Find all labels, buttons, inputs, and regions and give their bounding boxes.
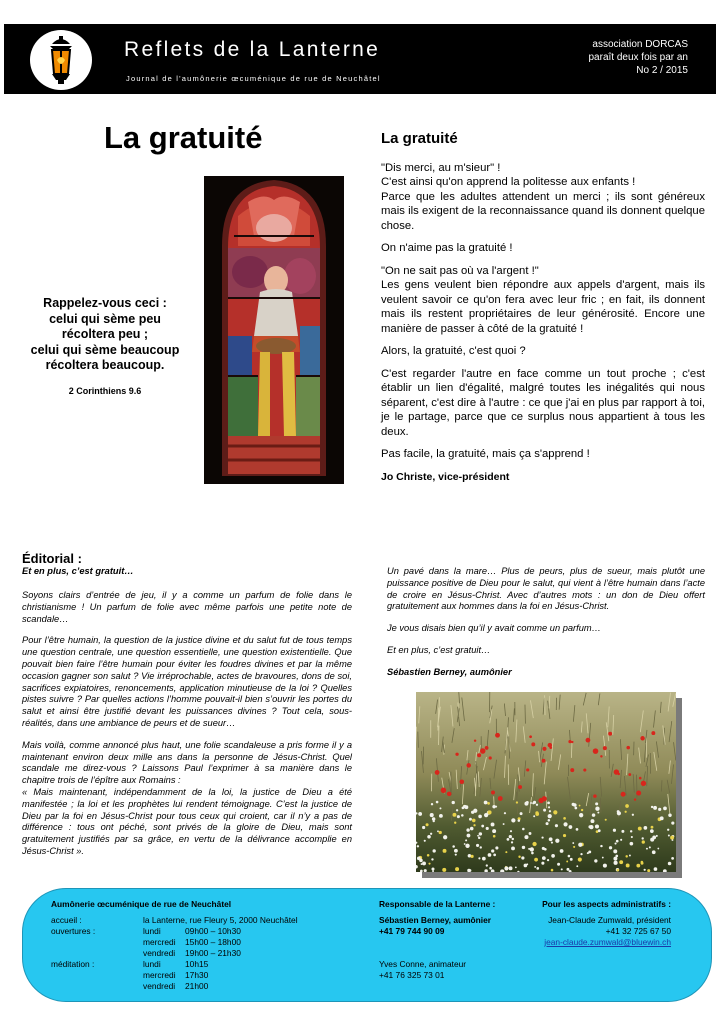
issue-info — [588, 38, 688, 77]
footer-meditation-label: méditation : — [51, 959, 95, 969]
quote-line: récoltera peu ; — [61, 327, 149, 341]
footer-reception-label: accueil : — [51, 915, 82, 925]
article-paragraph: "Dis merci, au m'sieur" ! C'est ainsi qu'on apprend la politesse aux enfants ! Parce que les adultes attendent un merci ; ils sont généreux mais ils exigent de la reconnaissance quand ils donnent quelque chose. — [381, 161, 705, 232]
stained-glass-image — [204, 176, 344, 484]
footer-admin-phone: +41 32 725 67 50 — [605, 926, 671, 936]
editorial-paragraph: Pour l’être humain, la question de la justice divine et du salut fut de tous temps une question centrale, une question essentielle, une question existentielle. Que pouvait bien faire l’être humain pour éviter les foudres divines et par la même occasion gagner son salut ? Vie irréprochable, actes de bravoures, dons de soi, sacrifices expiatoires, renoncements, application minutieuse de la loi ? Quelles pistes suivre ? Par quelles actions l’homme pouvait-il bien s’ouvrir les portes du salut et ainsi être justifié devant les puissances divines ? Tout cela, sous-réalités, dans une ambiance de peurs et de sueur… — [22, 635, 352, 728]
footer-opening-time: 15h00 – 18h00 — [185, 937, 241, 947]
quote-line: celui qui sème peu — [49, 311, 161, 326]
page-title: La gratuité — [104, 120, 263, 155]
footer-meditation-time: 10h15 — [185, 959, 209, 969]
article-author: Jo Christe, vice-président — [381, 470, 510, 483]
editorial-signature: Sébastien Berney, aumônier — [387, 666, 512, 677]
editorial-paragraph: Un pavé dans la mare… Plus de peurs, plus de sueur, mais plutôt une puissance positive de Dieu pour le salut, qui vient à l’être humain dans l’acte de croire en Jésus-Christ. Avec d’autres mots : un don de Dieu offert gratuitement aux hommes dans la foi en Jésus-Christ. — [387, 566, 705, 612]
footer-opening-day: vendredi — [143, 948, 176, 958]
article-paragraph: On n'aime pas la gratuité ! — [381, 242, 513, 254]
issue-number: No 2 / 2015 — [636, 65, 688, 76]
editorial-right-column — [387, 566, 705, 689]
footer-meditation-day: mercredi — [143, 970, 176, 980]
footer-openings-label: ouvertures : — [51, 926, 96, 936]
quote-line: Rappelez-vous ceci : — [43, 296, 167, 310]
journal-title: Reflets de la Lanterne — [124, 38, 381, 61]
footer-responsible-name: Sébastien Berney, aumônier — [379, 915, 492, 925]
footer-opening-time: 19h00 – 21h30 — [185, 948, 241, 958]
editorial-paragraph: Je vous disais bien qu’il y avait comme un parfum… — [387, 623, 601, 634]
article-paragraph: C'est regarder l'autre en face comme un tout proche ; c'est établir un lien d'égalité, malgré toutes les inégalités qui nous séparent, c'est dire à l'autre : ce que j'ai en plus par rapport à toi, je le partage, parce que ce surplus nous appartient à tous les deux. — [381, 367, 705, 438]
editorial-subtitle: Et en plus, c’est gratuit… — [22, 566, 134, 576]
article-heading: La gratuité — [381, 130, 458, 147]
footer-admin-title: Pour les aspects administratifs : — [542, 899, 671, 909]
footer-org-title: Aumônerie œcuménique de rue de Neuchâtel — [51, 899, 232, 909]
footer-meditation-day: vendredi — [143, 981, 176, 991]
footer-responsible-title: Responsable de la Lanterne : — [379, 899, 496, 909]
footer-animator-name: Yves Conne, animateur — [379, 959, 467, 969]
bible-quote — [20, 296, 190, 374]
editorial-paragraph: Soyons clairs d’entrée de jeu, il y a comme un parfum de folie dans le christianisme ! Un parfum de folie avec même parfois une petite note de scandale… — [22, 590, 352, 624]
article-gratuite — [381, 132, 705, 492]
footer-opening-day: lundi — [143, 926, 161, 936]
association-name: association DORCAS — [592, 39, 688, 50]
contact-footer — [22, 888, 712, 1002]
quote-reference: 2 Corinthiens 9.6 — [68, 386, 142, 396]
footer-opening-time: 09h00 – 10h30 — [185, 926, 241, 936]
footer-meditation-time: 21h00 — [185, 981, 209, 991]
footer-meditation-day: lundi — [143, 959, 161, 969]
footer-reception-value: la Lanterne, rue Fleury 5, 2000 Neuchâtel — [143, 915, 298, 925]
journal-subtitle: Journal de l'aumônerie œcuménique de rue de Neuchâtel — [126, 74, 381, 83]
footer-animator-phone: +41 76 325 73 01 — [379, 970, 445, 980]
footer-admin-email-link[interactable]: jean-claude.zumwald@bluewin.ch — [544, 937, 671, 947]
publication-frequency: paraît deux fois par an — [588, 52, 688, 63]
editorial-left-column — [22, 552, 352, 868]
article-paragraph: Alors, la gratuité, c'est quoi ? — [381, 345, 526, 357]
footer-admin-name: Jean-Claude Zumwald, président — [548, 915, 671, 925]
editorial-title: Éditorial : — [22, 551, 82, 566]
editorial-paragraph: Mais voilà, comme annoncé plus haut, une folie scandaleuse a pris forme il y a maintenant environ deux mille ans dans la personne de Jésus-Christ. Quel scandale me direz-vous ? Laissons Paul l’exprimer à sa manière dans le chapitre trois de l’épître aux Romains : « Mais maintenant, indépendamment de la loi, la justice de Dieu a été manifestée ; la loi et les prophètes lui rendent témoignage. C’est la justice de Dieu par la foi en Jésus-Christ pour tous ceux qui croient, car il n’y a pas de différence : tous ont péché, sont privés de la gloire de Dieu, mais sont gratuitement justifiés par sa grâce, en vertu de la délivrance accomplie en Jésus-Christ ». — [22, 739, 352, 856]
editorial-paragraph: Et en plus, c’est gratuit… — [387, 644, 491, 655]
quote-line: celui qui sème beaucoup — [30, 342, 180, 357]
lantern-icon — [30, 30, 92, 90]
footer-meditation-time: 17h30 — [185, 970, 209, 980]
masthead — [4, 24, 716, 94]
footer-responsible-phone: +41 79 744 90 09 — [379, 926, 445, 936]
footer-opening-day: mercredi — [143, 937, 176, 947]
article-paragraph: "On ne sait pas où va l'argent !" Les gens veulent bien répondre aux appels d'argent, mais ils veulent savoir ce qu'on fera avec leur fric ; en fait, ils donnent mais ils restent propriétaires de leur générosité. Encore une manière de passer à côté de la gratuité ! — [381, 264, 705, 335]
wheat-field-photo — [416, 692, 676, 872]
quote-line: récoltera beaucoup. — [45, 358, 165, 372]
article-paragraph: Pas facile, la gratuité, mais ça s'apprend ! — [381, 448, 590, 460]
